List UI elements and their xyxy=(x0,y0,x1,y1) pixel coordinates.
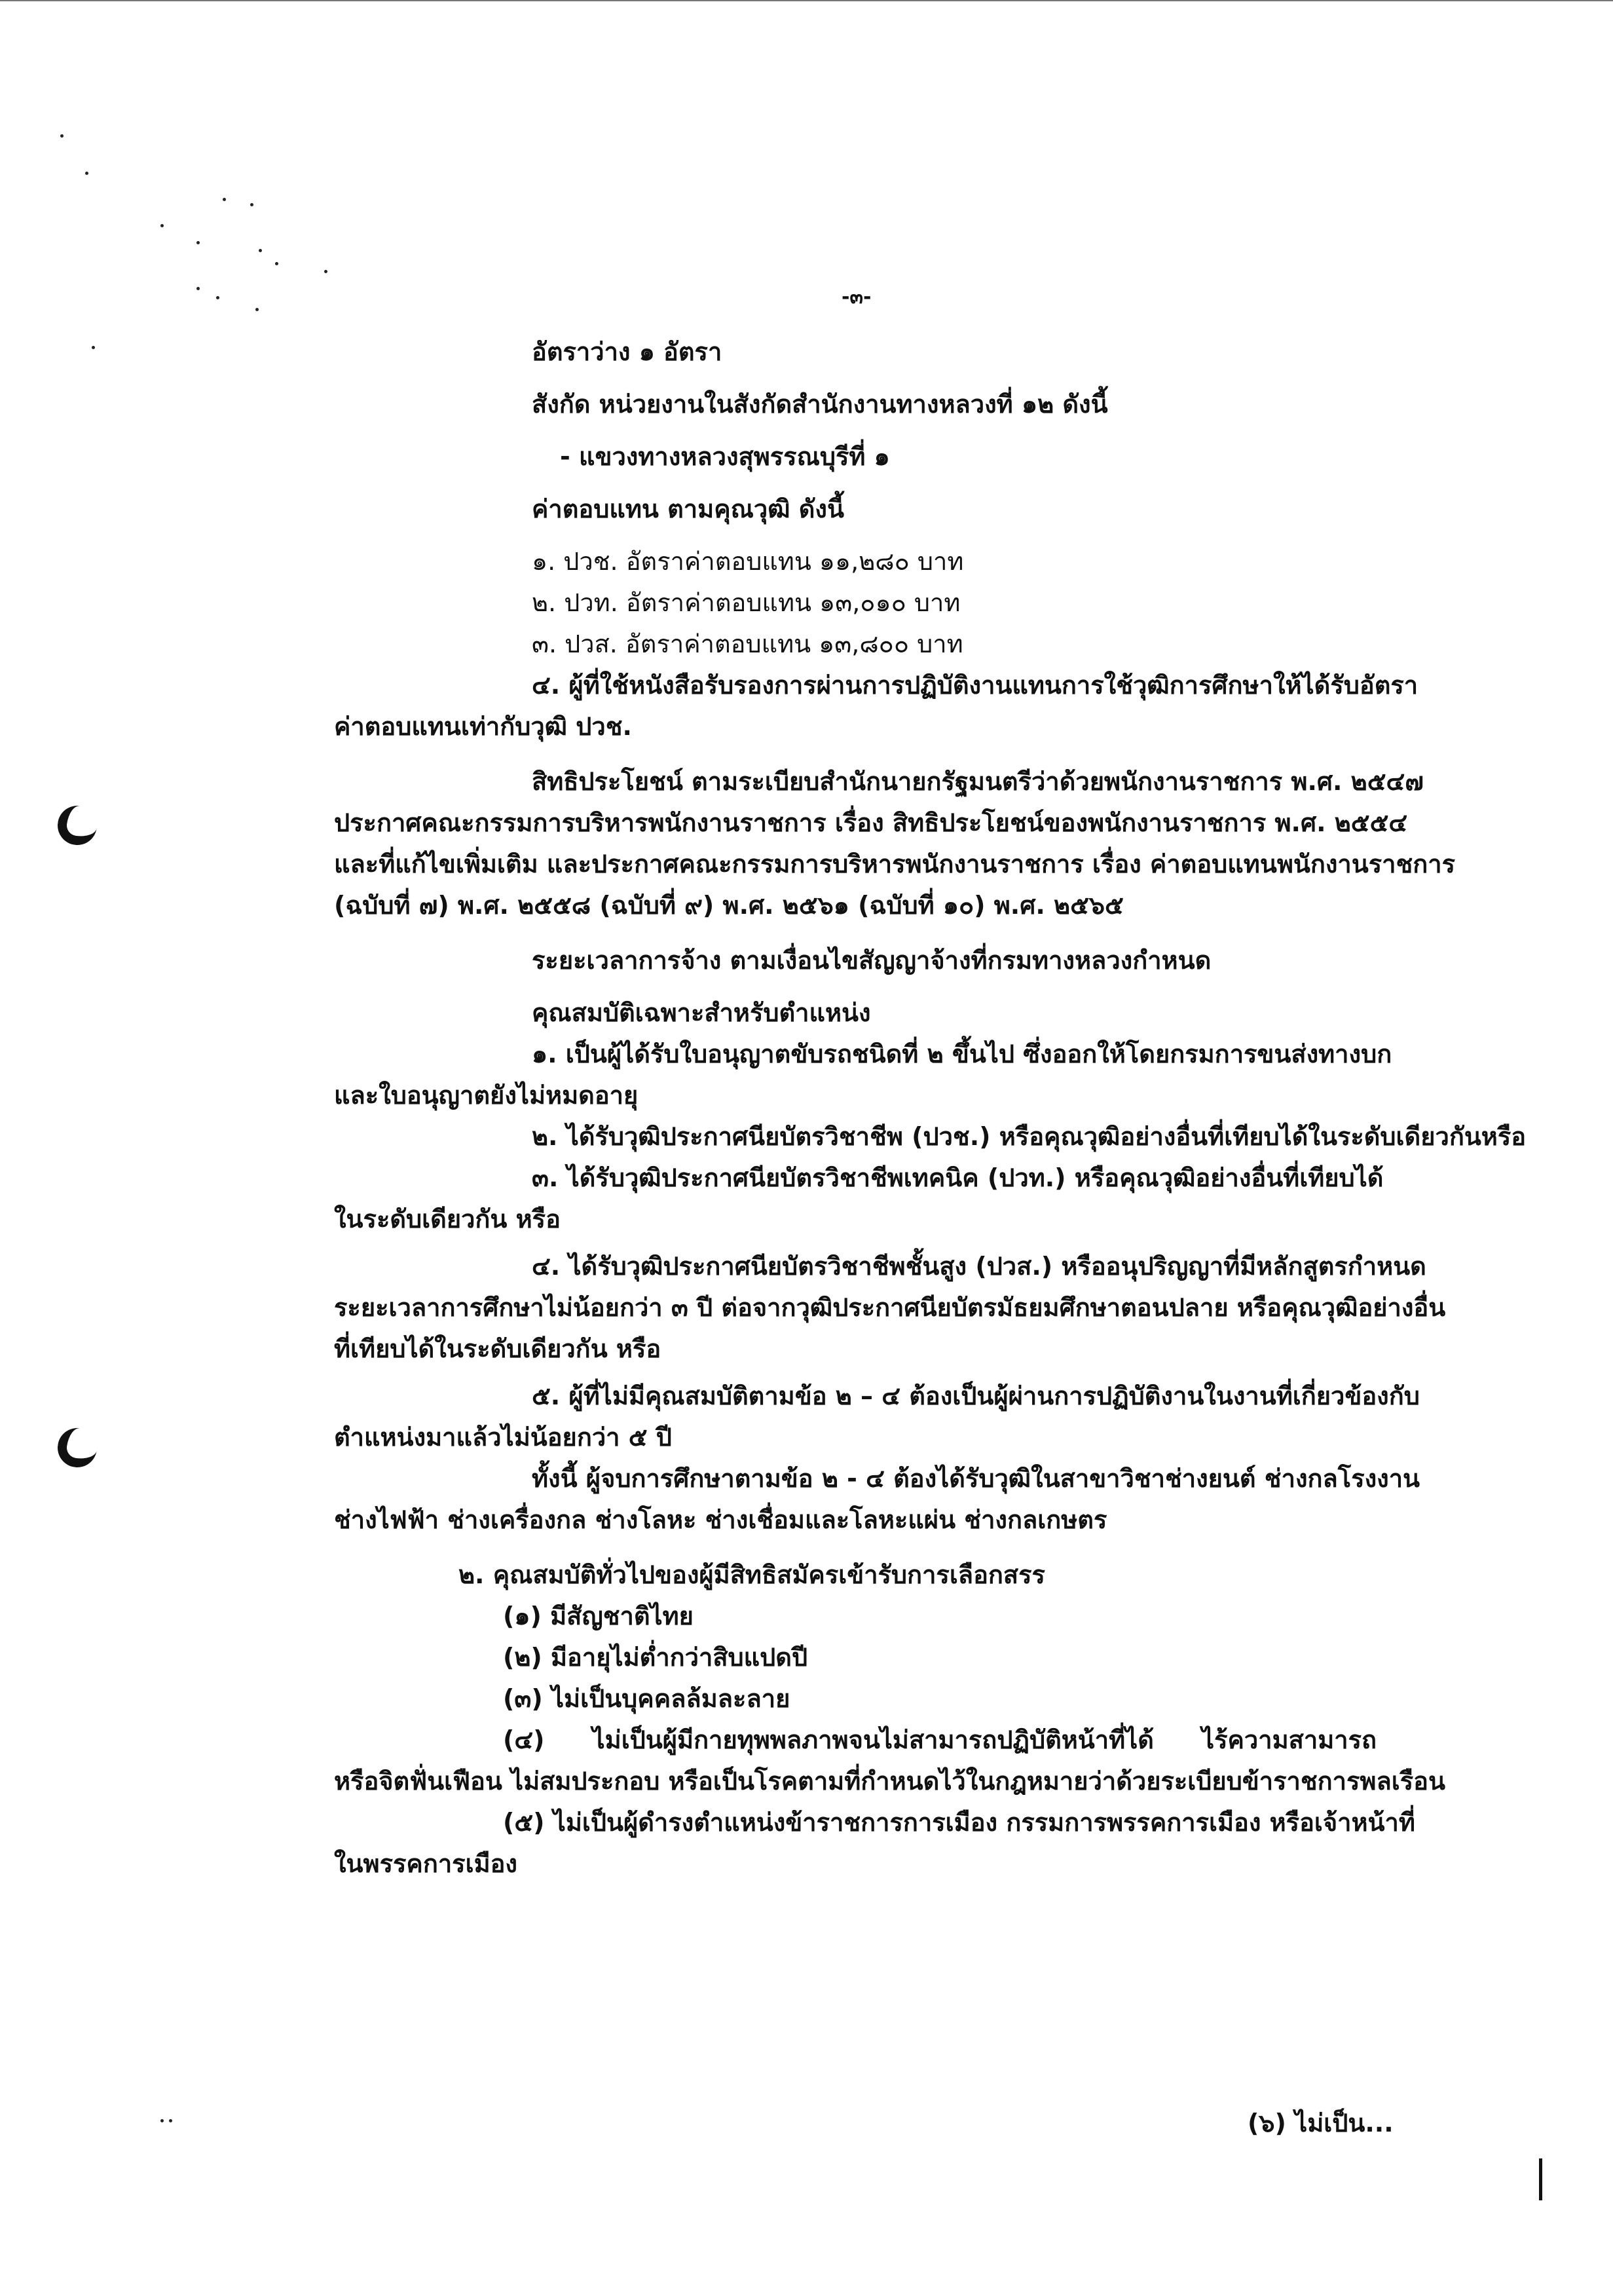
scan-speck xyxy=(169,2119,172,2122)
general-qual-item: (๒) มีอายุไม่ต่ำกว่าสิบแปดปี xyxy=(503,1643,808,1672)
scan-speck xyxy=(216,296,219,299)
specific-qual-1-cont: และใบอนุญาตยังไม่หมดอายุ xyxy=(334,1081,639,1110)
general-qual-item-cont: หรือจิตฟั่นเฟือน ไม่สมประกอบ หรือเป็นโรคตามที่กำหนดไว้ในกฎหมายว่าด้วยระเบียบข้าราชการพลเรือน xyxy=(334,1767,1445,1796)
scan-speck xyxy=(255,308,259,311)
compensation-item: ๒. ปวท. อัตราค่าตอบแทน ๑๓,๐๑๐ บาท xyxy=(532,588,961,617)
continuation-text: (๖) ไม่เป็น... xyxy=(1248,2109,1394,2137)
specific-qual-note-cont: ช่างไฟฟ้า ช่างเครื่องกล ช่างโลหะ ช่างเชื่อมและโลหะแผ่น ช่างกลเกษตร xyxy=(334,1505,1107,1534)
benefits-line: (ฉบับที่ ๗) พ.ศ. ๒๕๕๘ (ฉบับที่ ๙) พ.ศ. ๒๕๖๑ (ฉบับที่ ๑๐) พ.ศ. ๒๕๖๕ xyxy=(334,891,1124,920)
affiliation-item: - แขวงทางหลวงสุพรรณบุรีที่ ๑ xyxy=(560,442,890,471)
specific-qual-3-cont: ในระดับเดียวกัน หรือ xyxy=(334,1205,561,1233)
punch-hole-mark xyxy=(55,1425,100,1470)
vacancies: อัตราว่าง ๑ อัตรา xyxy=(532,337,722,366)
compensation-item: ๓. ปวส. อัตราค่าตอบแทน ๑๓,๘๐๐ บาท xyxy=(532,630,963,658)
scan-speck xyxy=(92,346,95,349)
scan-speck xyxy=(196,287,200,290)
scan-speck xyxy=(259,249,262,252)
specific-qual-4: ๔. ได้รับวุฒิประกาศนียบัตรวิชาชีพชั้นสูง (ปวส.) หรืออนุปริญญาที่มีหลักสูตรกำหนด xyxy=(532,1252,1426,1281)
scan-speck xyxy=(160,2119,164,2122)
scan-speck xyxy=(160,224,164,227)
compensation-item-cont: ค่าตอบแทนเท่ากับวุฒิ ปวช. xyxy=(334,712,632,741)
specific-qual-2: ๒. ได้รับวุฒิประกาศนียบัตรวิชาชีพ (ปวช.) หรือคุณวุฒิอย่างอื่นที่เทียบได้ในระดับเดียวกันหรือ xyxy=(532,1122,1527,1151)
specific-qual-4-cont: ระยะเวลาการศึกษาไม่น้อยกว่า ๓ ปี ต่อจากวุฒิประกาศนียบัตรมัธยมศึกษาตอนปลาย หรือคุณวุฒิอย่างอื่น xyxy=(334,1293,1446,1322)
general-qual-heading: ๒. คุณสมบัติทั่วไปของผู้มีสิทธิสมัครเข้ารับการเลือกสรร xyxy=(458,1560,1045,1589)
specific-qual-5: ๕. ผู้ที่ไม่มีคุณสมบัติตามข้อ ๒ – ๔ ต้องเป็นผู้ผ่านการปฏิบัติงานในงานที่เกี่ยวข้องกับ xyxy=(532,1382,1420,1410)
general-qual-item-cont: ในพรรคการเมือง xyxy=(334,1849,517,1878)
scan-speck xyxy=(250,203,253,206)
compensation-item: ๔. ผู้ที่ใช้หนังสือรับรองการผ่านการปฏิบัติงานแทนการใช้วุฒิการศึกษาให้ได้รับอัตรา xyxy=(532,671,1418,700)
benefits-line: สิทธิประโยชน์ ตามระเบียบสำนักนายกรัฐมนตรีว่าด้วยพนักงานราชการ พ.ศ. ๒๕๔๗ xyxy=(532,767,1424,796)
specific-qual-heading: คุณสมบัติเฉพาะสำหรับตำแหน่ง xyxy=(532,998,871,1027)
general-qual-item: (๑) มีสัญชาติไทย xyxy=(503,1602,694,1630)
scan-top-edge xyxy=(0,0,1613,1)
scan-speck xyxy=(196,241,200,244)
employment-period: ระยะเวลาการจ้าง ตามเงื่อนไขสัญญาจ้างที่กรมทางหลวงกำหนด xyxy=(532,946,1212,975)
specific-qual-3: ๓. ได้รับวุฒิประกาศนียบัตรวิชาชีพเทคนิค (ปวท.) หรือคุณวุฒิอย่างอื่นที่เทียบได้ xyxy=(532,1163,1384,1192)
scan-speck xyxy=(60,134,64,138)
page-number: -๓- xyxy=(842,286,872,309)
specific-qual-5-cont: ตำแหน่งมาแล้วไม่น้อยกว่า ๕ ปี xyxy=(334,1423,672,1452)
scan-speck xyxy=(85,172,88,175)
compensation-item: ๑. ปวช. อัตราค่าตอบแทน ๑๑,๒๘๐ บาท xyxy=(532,547,964,576)
specific-qual-4-cont: ที่เทียบได้ในระดับเดียวกัน หรือ xyxy=(334,1334,661,1363)
scan-speck xyxy=(223,198,226,201)
general-qual-item: (๔) ไม่เป็นผู้มีกายทุพพลภาพจนไม่สามารถปฏิบัติหน้าที่ได้ ไร้ความสามารถ xyxy=(503,1725,1377,1754)
general-qual-item: (๓) ไม่เป็นบุคคลล้มละลาย xyxy=(503,1684,790,1713)
specific-qual-note: ทั้งนี้ ผู้จบการศึกษาตามข้อ ๒ - ๔ ต้องได้รับวุฒิในสาขาวิชาช่างยนต์ ช่างกลโรงงาน xyxy=(532,1464,1420,1493)
benefits-line: ประกาศคณะกรรมการบริหารพนักงานราชการ เรื่อง สิทธิประโยชน์ของพนักงานราชการ พ.ศ. ๒๕๕๔ xyxy=(334,808,1408,837)
punch-hole-mark xyxy=(55,803,100,848)
scan-speck xyxy=(275,262,278,265)
benefits-line: และที่แก้ไขเพิ่มเติม และประกาศคณะกรรมการบริหารพนักงานราชการ เรื่อง ค่าตอบแทนพนักงานราชการ xyxy=(334,850,1456,878)
general-qual-item: (๕) ไม่เป็นผู้ดำรงตำแหน่งข้าราชการการเมือง กรรมการพรรคการเมือง หรือเจ้าหน้าที่ xyxy=(503,1808,1415,1837)
scan-speck xyxy=(324,270,327,273)
affiliation: สังกัด หน่วยงานในสังกัดสำนักงานทางหลวงที่ ๑๒ ดังนี้ xyxy=(532,390,1108,419)
scan-edge-mark xyxy=(1539,2158,1542,2200)
compensation-heading: ค่าตอบแทน ตามคุณวุฒิ ดังนี้ xyxy=(532,495,844,523)
specific-qual-1: ๑. เป็นผู้ได้รับใบอนุญาตขับรถชนิดที่ ๒ ขึ้นไป ซึ่งออกให้โดยกรมการขนส่งทางบก xyxy=(532,1040,1392,1068)
